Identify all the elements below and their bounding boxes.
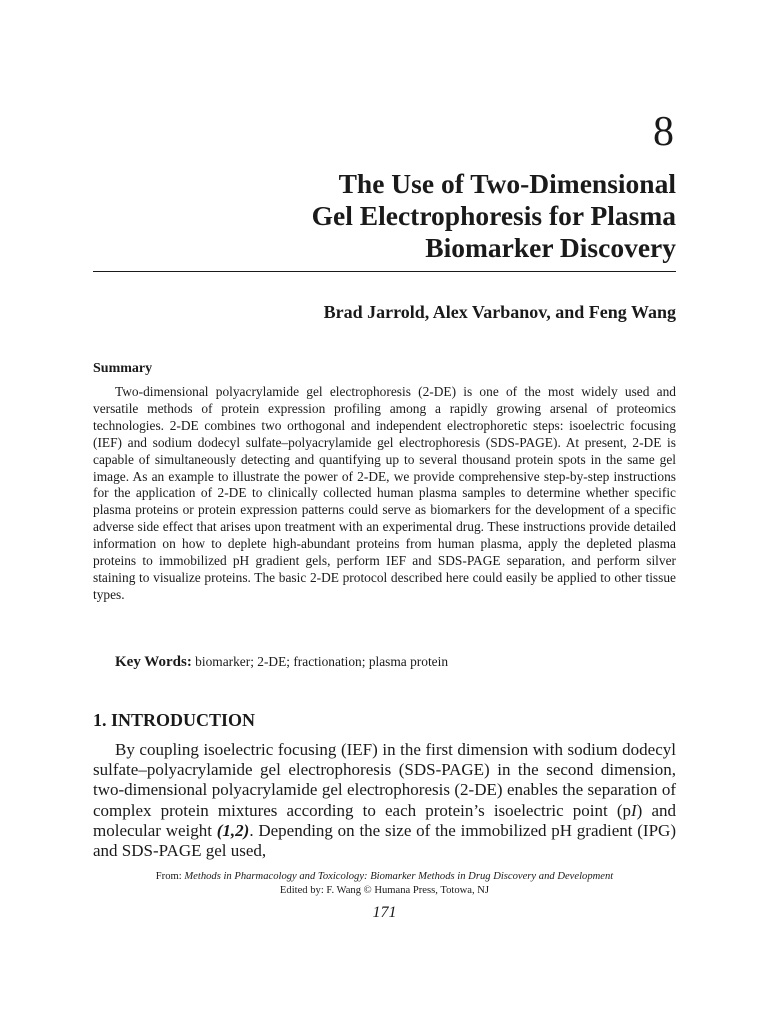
pi-italic: I: [631, 800, 637, 820]
source-title: Methods in Pharmacology and Toxicology: Biomarker Methods in Drug Discovery and Development: [184, 871, 614, 882]
title-divider: [93, 271, 676, 272]
chapter-number: 8: [653, 109, 674, 155]
chapter-title: [93, 168, 676, 264]
keywords-value: biomarker; 2-DE; fractionation; plasma protein: [195, 654, 449, 669]
chapter-title-line: Gel Electrophoresis for Plasma: [311, 200, 676, 231]
keywords-line: [115, 653, 676, 671]
source-note: [93, 870, 676, 884]
intro-text-part: ) and molecular weight: [93, 800, 676, 840]
introduction-paragraph: [93, 740, 676, 861]
summary-paragraph: Two-dimensional polyacrylamide gel electrophoresis (2-DE) is one of the most widely used and versatile methods of protein expression profiling among a rapidly growing arsenal of proteomics technologies. 2-DE combines two orthogonal and independent electrophoretic steps: isoelectric focusing (IEF) and sodium dodecyl sulfate–polyacrylamide gel electrophoresis (SDS-PAGE). At present, 2-DE is capable of simultaneously detecting and quantifying up to several thousand protein spots in the same gel image. As an example to illustrate the power of 2-DE, we provide comprehensive step-by-step instructions for the application of 2-DE to clinically collected human plasma samples to determine whether specific plasma proteins or protein expression patterns could serve as biomarkers for the development of a specific adverse side effect that arises upon treatment with an experimental drug. These instructions provide detailed information on how to deplete high-abundant proteins from human plasma, apply the depleted plasma proteins to immobilized pH gradient gels, perform IEF and SDS-PAGE separation, and perform silver staining to visualize proteins. The basic 2-DE protocol described here could easily be applied to other tissue types.: [93, 384, 676, 602]
introduction-heading: 1. INTRODUCTION: [93, 710, 256, 730]
editor-note: Edited by: F. Wang © Humana Press, Totowa, NJ: [279, 885, 490, 896]
chapter-title-line: The Use of Two-Dimensional: [338, 168, 676, 199]
source-prefix: From:: [155, 871, 185, 882]
keywords-label: Key Words:: [115, 654, 192, 670]
page-number: 171: [372, 904, 397, 921]
summary-heading: Summary: [93, 361, 153, 376]
author-list: Brad Jarrold, Alex Varbanov, and Feng Wang: [323, 302, 676, 322]
intro-text-part: By coupling isoelectric focusing (IEF) in the first dimension with sodium dodecyl sulfate–polyacrylamide gel electrophoresis (SDS-PAGE) in the second dimension, two-dimensional polyacrylamide gel electrophoresis (2-DE) enables the separation of complex protein mixtures according to each protein’s isoelectric point (p: [93, 740, 676, 820]
citation: (1,2): [216, 820, 250, 840]
intro-text-part: . Depending on the size of the immobilized pH gradient (IPG) and SDS-PAGE gel used,: [93, 820, 676, 861]
chapter-title-line: Biomarker Discovery: [425, 232, 676, 263]
